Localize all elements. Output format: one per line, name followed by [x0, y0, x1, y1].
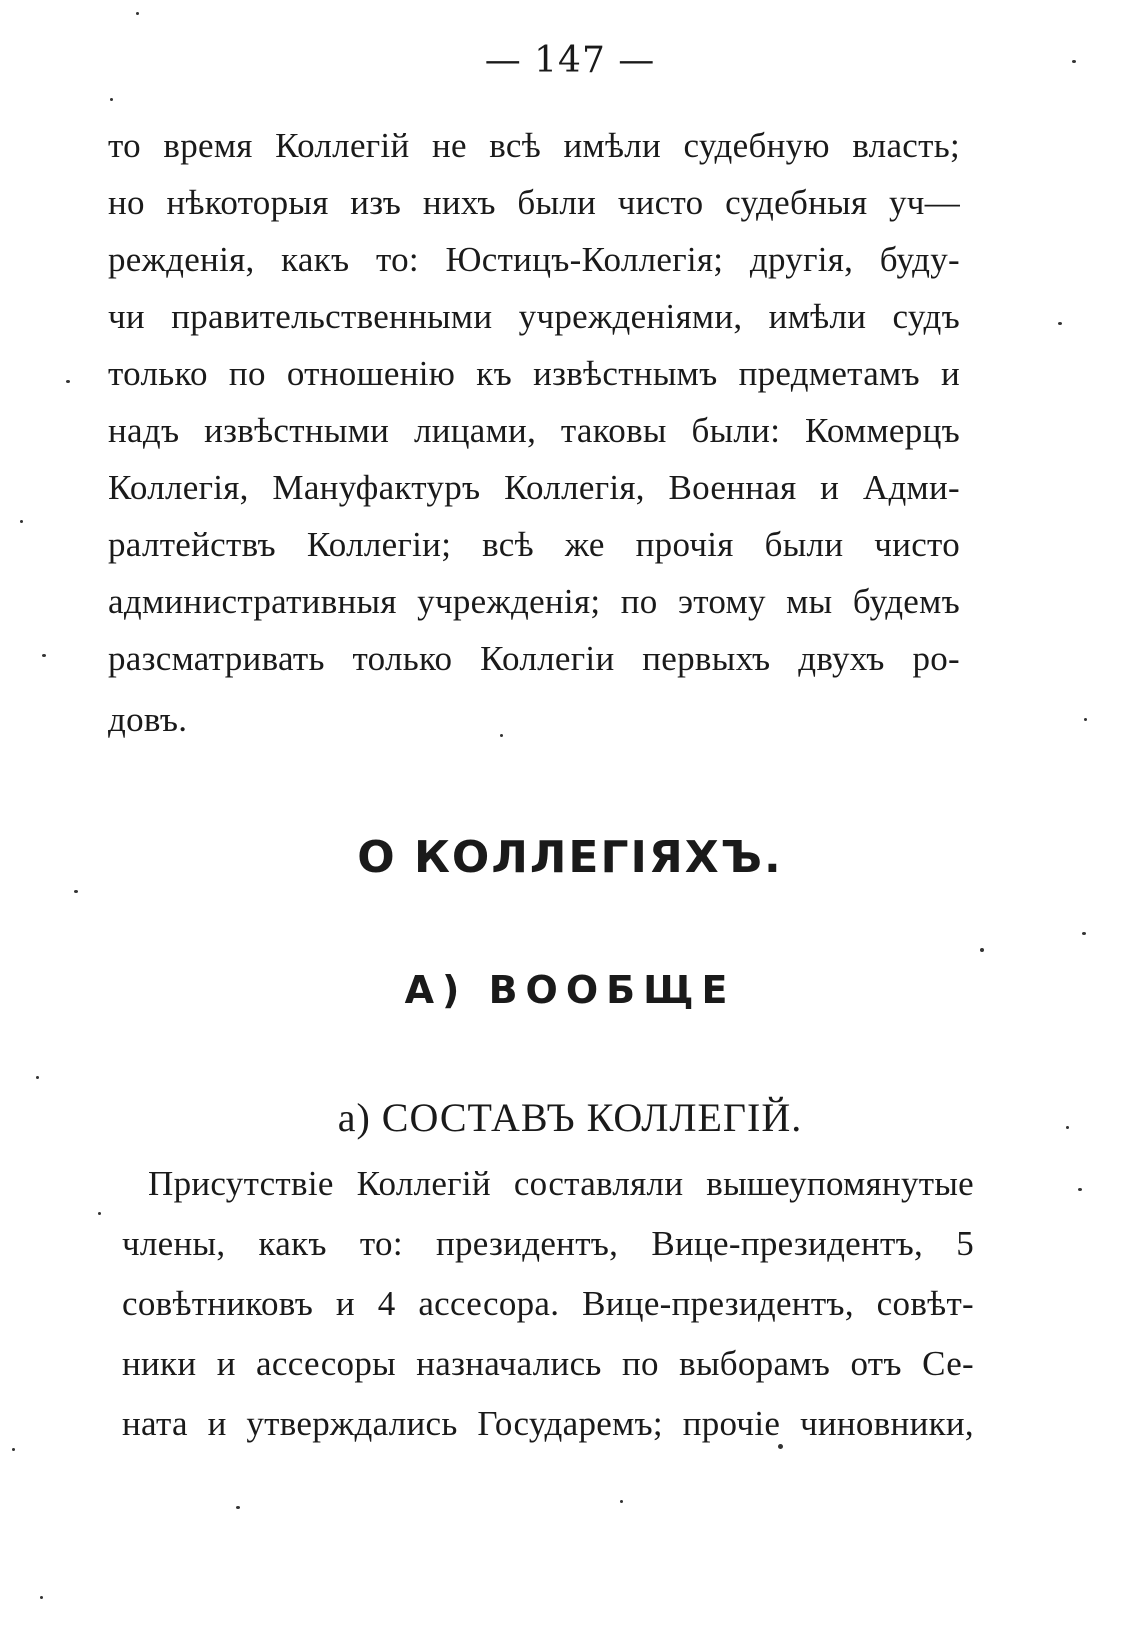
scan-speck [1084, 718, 1087, 721]
scan-speck [1072, 60, 1076, 63]
scan-speck [98, 1212, 101, 1215]
text-line: ники и ассесоры назначались по выборамъ отъ Се- [122, 1344, 974, 1383]
scan-speck [778, 1444, 783, 1449]
scan-speck [236, 1506, 240, 1509]
scan-speck [1078, 1188, 1082, 1191]
subsection-heading: а) СОСТАВЪ КОЛЛЕГІЙ. [337, 1095, 803, 1140]
scan-speck [74, 890, 78, 893]
scan-speck [500, 734, 503, 737]
scan-speck [1058, 322, 1062, 325]
scan-speck [110, 98, 113, 101]
scan-speck [12, 1448, 15, 1451]
scan-speck [40, 1596, 43, 1599]
text-line: члены, какъ то: президентъ, Вице-президентъ, 5 [122, 1224, 974, 1263]
text-line: но нѣкоторыя изъ нихъ были чисто судебныя уч— [108, 183, 960, 222]
scan-speck [20, 520, 23, 523]
scan-speck [36, 1076, 39, 1079]
text-line: довъ. [108, 700, 188, 739]
text-line: административныя учрежденія; по этому мы будемъ [108, 582, 960, 621]
text-line: надъ извѣстными лицами, таковы были: Коммерцъ [108, 411, 960, 450]
text-line: то время Коллегій не всѣ имѣли судебную власть; [108, 126, 960, 165]
scan-speck [42, 654, 46, 657]
scan-speck [620, 1500, 623, 1503]
text-line: ната и утверждались Государемъ; прочіе чиновники, [122, 1404, 974, 1443]
scan-speck [1066, 1126, 1069, 1129]
section-heading: А) ВООБЩЕ [404, 968, 736, 1012]
text-line: чи правительственными учрежденіями, имѣли судъ [108, 297, 960, 336]
scan-speck [1082, 932, 1086, 935]
scan-speck [136, 12, 139, 15]
page-number: — 147 — [484, 40, 656, 81]
chapter-heading: О КОЛЛЕГІЯХЪ. [357, 832, 783, 883]
text-line: только по отношенію къ извѣстнымъ предметамъ и [108, 354, 960, 393]
scan-speck [66, 380, 70, 383]
text-line: ралтействъ Коллегіи; всѣ же прочія были чисто [108, 525, 960, 564]
text-line: Присутствіе Коллегій составляли вышеупомянутые [148, 1164, 974, 1203]
text-line: режденія, какъ то: Юстицъ-Коллегія; другія, буду- [108, 240, 960, 279]
scan-speck [980, 948, 984, 952]
text-line: разсматривать только Коллегіи первыхъ двухъ ро- [108, 639, 960, 678]
text-line: Коллегія, Мануфактуръ Коллегія, Военная и Адми- [108, 468, 960, 507]
text-line: совѣтниковъ и 4 ассесора. Вице-президентъ, совѣт- [122, 1284, 974, 1323]
